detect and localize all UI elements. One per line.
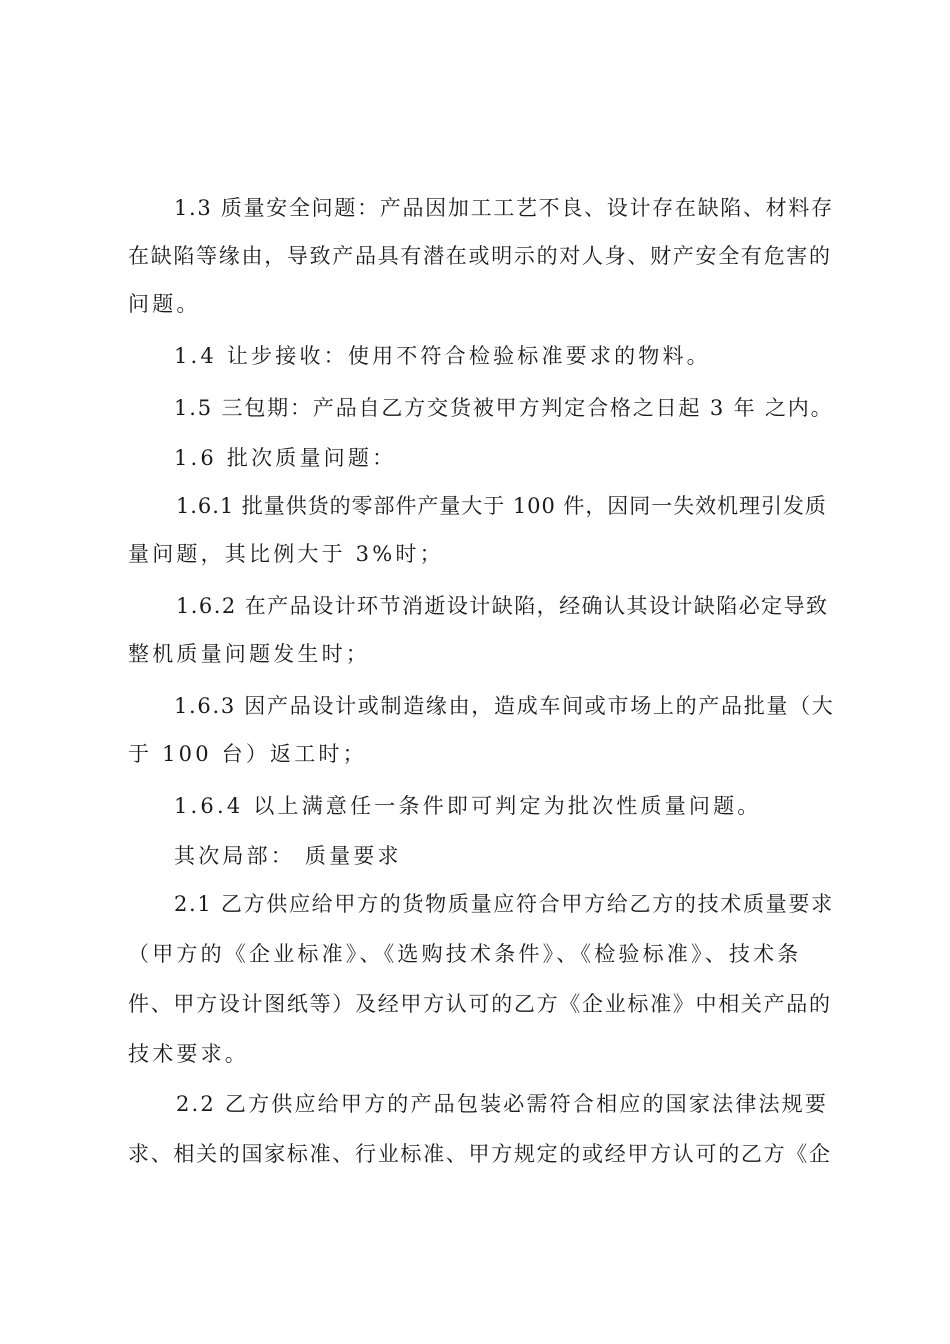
text-line: 其次局部： 质量要求	[174, 844, 402, 868]
text-line: 1.3 质量安全问题：产品因加工工艺不良、设计存在缺陷、材料存	[174, 196, 834, 220]
text-line: 问题。	[128, 292, 201, 316]
text-line: 1.5 三包期：产品自乙方交货被甲方判定合格之日起 3 年 之内。	[174, 396, 834, 420]
text-line: 求、相关的国家标准、行业标准、甲方规定的或经甲方认可的乙方《企	[128, 1142, 832, 1166]
text-line: 1.4 让步接收：使用不符合检验标准要求的物料。	[174, 344, 711, 368]
text-line: 于 100 台）返工时；	[128, 742, 367, 766]
text-line: 技术要求。	[128, 1042, 249, 1066]
text-line: 整机质量问题发生时；	[128, 642, 370, 666]
text-line: 1.6 批次质量问题：	[174, 446, 397, 470]
text-line: 1.6.3 因产品设计或制造缘由，造成车间或市场上的产品批量（大	[174, 694, 835, 718]
text-line: 件、甲方设计图纸等）及经甲方认可的乙方《企业标准》中相关产品的	[128, 992, 832, 1016]
text-line: 在缺陷等缘由，导致产品具有潜在或明示的对人身、财产安全有危害的	[128, 244, 832, 268]
text-line: 2.2 乙方供应给甲方的产品包装必需符合相应的国家法律法规要	[176, 1092, 829, 1116]
text-line: 2.1 乙方供应给甲方的货物质量应符合甲方给乙方的技术质量要求	[174, 892, 834, 916]
text-line: 1.6.4 以上满意任一条件即可判定为批次性质量问题。	[174, 794, 762, 818]
text-line: 1.6.1 批量供货的零部件产量大于 100 件，因同一失效机理引发质	[176, 494, 827, 518]
text-line: 1.6.2 在产品设计环节消逝设计缺陷，经确认其设计缺陷必定导致	[176, 594, 829, 618]
text-line: 量问题，其比例大于 3%时；	[128, 542, 444, 566]
text-line: （甲方的《企业标准》、《选购技术条件》、《检验标准》、技术条	[128, 942, 802, 966]
